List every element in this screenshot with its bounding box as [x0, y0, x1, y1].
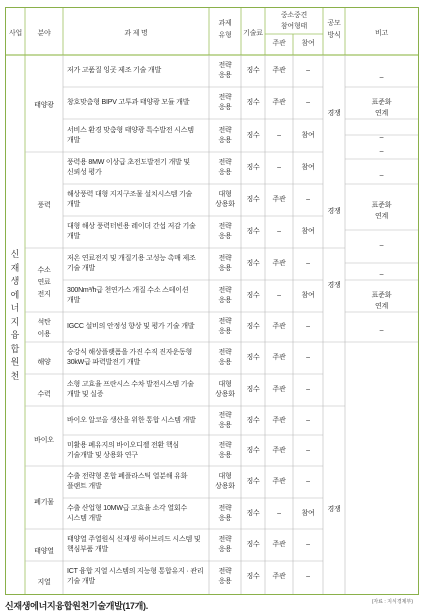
tech-fee: 징수 [246, 354, 260, 361]
task-type: 응용 [218, 104, 232, 111]
tech-fee: 징수 [246, 541, 260, 548]
participate-cell: – [306, 323, 310, 330]
field-hydrogen-1: 수소 [37, 267, 51, 274]
task-type: 전략 [218, 223, 232, 230]
task-type: 응용 [218, 169, 232, 176]
header-lead: 주관 [272, 40, 286, 47]
lead-cell: – [277, 292, 281, 299]
header-public-2: 방식 [327, 32, 341, 39]
header-participate: 참여 [301, 40, 315, 47]
task-type: 응용 [218, 421, 232, 429]
lead-cell: 주관 [272, 478, 286, 485]
tech-fee: 징수 [246, 386, 260, 393]
source-note: (자료 : 지식경제부) [371, 599, 413, 605]
header-public-1: 공모 [327, 20, 341, 27]
task-type: 응용 [218, 514, 232, 522]
participate-cell: – [306, 196, 310, 203]
business-name: 신재생에너지융합원천 [10, 249, 20, 381]
field-solar-pv: 태양광 [34, 102, 54, 109]
task-type: 응용 [218, 578, 232, 585]
tech-fee: 징수 [246, 446, 260, 454]
task-name: 미활용 폐유지의 바이오디젤 전환 핵심 [67, 441, 179, 449]
task-name: 개발 [67, 201, 81, 208]
field-hydrogen-2: 연료 [37, 279, 51, 286]
tech-fee: 징수 [246, 416, 260, 424]
participate-cell: – [306, 386, 310, 393]
task-type: 전략 [218, 94, 232, 101]
tech-fee: 징수 [246, 99, 260, 106]
task-type: 대형 [218, 473, 232, 480]
task-name: 300Nm³/h급 천연가스 개질 수소 스테이션 [67, 287, 189, 294]
public-method-4: 경쟁 [327, 506, 341, 513]
field-coal-1: 석탄 [37, 319, 51, 326]
note-standard-3b: 연계 [374, 303, 389, 310]
task-type: 응용 [218, 451, 232, 459]
task-type: 응용 [218, 328, 232, 335]
task-type: 전략 [218, 318, 232, 325]
task-name: 30kW급 파력발전기 개발 [67, 359, 141, 366]
note-6: – [379, 271, 384, 278]
participate-cell: – [306, 478, 310, 485]
header-tech-fee: 기술료 [243, 30, 263, 37]
task-type: 응용 [218, 233, 232, 240]
lead-cell: 주관 [272, 354, 286, 361]
tech-fee: 징수 [246, 260, 260, 267]
task-name: 기술개발 및 상용화 연구 [67, 451, 138, 459]
lead-cell: 주관 [272, 386, 286, 393]
note-standard-1b: 연계 [374, 110, 389, 117]
task-name: 플랜트 개발 [67, 483, 102, 490]
note-4: – [379, 172, 384, 179]
tech-fee: 징수 [246, 196, 260, 203]
task-table [5, 7, 419, 595]
task-name: 개발 [67, 136, 81, 144]
lead-cell: – [277, 228, 281, 235]
participate-cell: – [306, 260, 310, 267]
note-standard-3a: 표준화 [371, 292, 392, 299]
task-name: 신뢰성 평가 [67, 169, 102, 176]
task-name: 대형 해상 풍력터빈용 레이더 간섭 저감 기술 [67, 223, 196, 230]
task-type: 상용화 [215, 483, 235, 490]
task-type: 대형 [218, 191, 232, 198]
lead-cell: 주관 [272, 416, 286, 424]
task-name: 서비스 환경 맞춤형 태양광 특수발전 시스템 [67, 126, 194, 134]
participate-cell: 참여 [301, 228, 315, 235]
participate-cell: – [306, 573, 310, 580]
tech-fee: 징수 [246, 131, 260, 139]
tech-fee: 징수 [246, 292, 260, 299]
task-type: 응용 [218, 546, 232, 553]
note-7: – [379, 327, 384, 334]
task-name: 수출 산업형 10MW급 고효율 소각 열회수 [67, 504, 188, 512]
header-task-type-2: 유형 [218, 32, 232, 39]
header-task-name: 과 제 명 [124, 30, 148, 37]
lead-cell: – [277, 131, 281, 139]
tech-fee: 징수 [246, 478, 260, 485]
note-2: – [379, 134, 384, 141]
field-wind: 풍력 [37, 202, 51, 209]
lead-cell: – [277, 509, 281, 517]
task-type: 전략 [218, 568, 232, 575]
task-type: 전략 [218, 255, 232, 262]
task-type: 전략 [218, 504, 232, 512]
header-field: 분야 [37, 30, 51, 37]
task-type: 전략 [218, 126, 232, 134]
task-type: 전략 [218, 62, 232, 69]
participate-cell: – [306, 99, 310, 106]
note-standard-1a: 표준화 [371, 99, 392, 106]
task-type: 응용 [218, 72, 232, 79]
tech-fee: 징수 [246, 509, 260, 517]
field-geothermal: 지열 [37, 579, 51, 586]
task-name: 태양열 주열원식 신재생 하이브리드 시스템 및 [67, 536, 201, 543]
task-type: 상용화 [215, 201, 235, 208]
tech-fee: 징수 [246, 323, 260, 330]
task-name: 시스템 개발 [67, 514, 102, 522]
public-method-2: 경쟁 [327, 208, 341, 215]
tech-fee: 징수 [246, 164, 260, 171]
header-note: 비고 [374, 30, 389, 37]
tech-fee: 징수 [246, 67, 260, 74]
task-name: 바이오 알코올 생산을 위한 통합 시스템 개발 [67, 416, 196, 424]
task-type: 전략 [218, 411, 232, 419]
task-type: 응용 [218, 136, 232, 144]
field-coal-2: 이용 [37, 331, 51, 338]
field-hydro: 수력 [37, 391, 51, 398]
task-name: 기술 개발 [67, 578, 95, 585]
note-3: – [379, 148, 384, 155]
table-caption: 신재생에너지융합원천기술개발(17개). [5, 601, 148, 611]
lead-cell: 주관 [272, 196, 286, 203]
task-name: 풍력용 8MW 이상급 초전도발전기 개발 및 [67, 159, 190, 166]
public-method-1: 경쟁 [327, 110, 341, 117]
tech-fee: 징수 [246, 228, 260, 235]
task-name: 저가 고품질 잉곳 제조 기술 개발 [67, 67, 162, 74]
header-sme-1: 중소중견 [280, 12, 308, 19]
task-name: 개발 [67, 233, 81, 240]
task-name: IGCC 설비의 안정성 향상 및 평가 기술 개발 [67, 323, 195, 330]
public-method-3: 경쟁 [327, 282, 341, 289]
participate-cell: 참여 [301, 292, 315, 299]
task-type: 상용화 [215, 391, 235, 398]
participate-cell: – [306, 541, 310, 548]
note-1: – [379, 74, 384, 81]
note-5: – [379, 242, 384, 249]
task-name: 핵심부품 개발 [67, 546, 109, 553]
task-type: 전략 [218, 349, 232, 356]
task-type: 대형 [218, 381, 232, 388]
task-name: 소형 고효율 프란시스 수차 발전시스템 기술 [67, 381, 194, 388]
header-task-type-1: 과제 [218, 20, 232, 27]
task-name: 기술 개발 [67, 265, 95, 272]
field-bio: 바이오 [34, 437, 54, 444]
task-name: 해상풍력 대형 지지구조물 설치시스템 기술 [67, 191, 193, 198]
lead-cell: 주관 [272, 323, 286, 330]
task-type: 응용 [218, 265, 232, 272]
field-ocean: 해양 [37, 359, 51, 366]
participate-cell: – [306, 416, 310, 424]
participate-cell: 참여 [301, 131, 315, 139]
task-name: 창호맞춤형 BIPV 고투과 태양광 모듈 개발 [67, 99, 190, 106]
task-type: 전략 [218, 287, 232, 294]
task-type: 전략 [218, 536, 232, 543]
header-sme-2: 참여형태 [280, 23, 308, 30]
lead-cell: 주관 [272, 67, 286, 74]
participate-cell: – [306, 67, 310, 74]
task-name: 수출 전략형 혼합 폐플라스틱 열분해 유화 [67, 473, 188, 480]
task-name: ICT 융합 지열 시스템의 지능형 통합유지 · 관리 [67, 568, 204, 575]
task-type: 전략 [218, 159, 232, 166]
task-type: 응용 [218, 359, 232, 366]
participate-cell: – [306, 446, 310, 454]
note-standard-2a: 표준화 [371, 202, 392, 209]
task-name: 개발 [67, 297, 81, 304]
field-solar-thermal: 태양열 [34, 548, 54, 555]
lead-cell: 주관 [272, 446, 286, 454]
note-standard-2b: 연계 [374, 213, 389, 220]
task-type: 전략 [218, 441, 232, 449]
participate-cell: – [306, 354, 310, 361]
participate-cell: 참여 [301, 164, 315, 171]
lead-cell: 주관 [272, 260, 286, 267]
participate-cell: 참여 [301, 509, 315, 517]
field-waste: 폐기물 [34, 499, 54, 506]
task-name: 개발 및 실증 [67, 391, 104, 398]
lead-cell: 주관 [272, 541, 286, 548]
tech-fee: 징수 [246, 573, 260, 580]
task-type: 응용 [218, 297, 232, 304]
task-name: 승강식 해상플랫폼을 가진 수직 진자운동형 [67, 349, 193, 356]
lead-cell: – [277, 164, 281, 171]
task-name: 저온 연료전지 및 개질기용 고성능 촉매 제조 [67, 255, 196, 262]
header-business: 사업 [8, 30, 23, 37]
field-hydrogen-3: 전지 [37, 291, 51, 298]
lead-cell: 주관 [272, 573, 286, 580]
lead-cell: 주관 [272, 99, 286, 106]
